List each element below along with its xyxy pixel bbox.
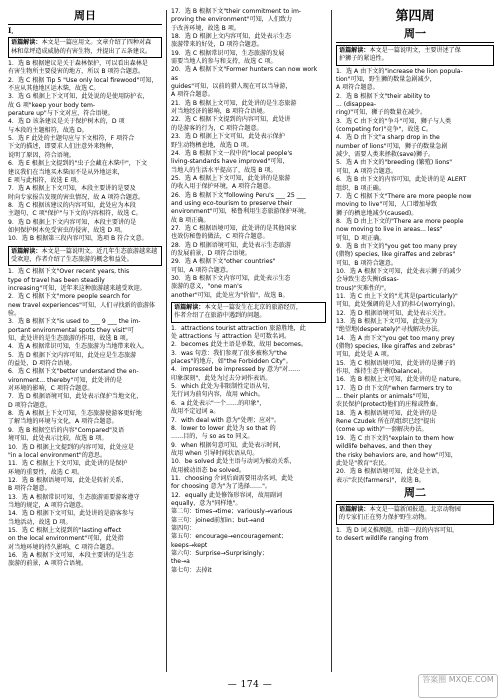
answer-line: another"可知，此处应为"价值"，故选 B。 [171, 291, 289, 299]
answer-line: "绝望地(desperately)"寻找解决办法。 [336, 326, 444, 334]
answer-line: 1．选 A 由下文的"increase the lion popula- [336, 67, 463, 75]
answer-line: 可知，B 项符合题意。 [336, 259, 397, 267]
answer-line: 3．选 G 根据上下文可知，此处说的是使用防护衣， [8, 93, 149, 101]
answer-line: 7．选 C 根据下文"There are more people now [336, 192, 472, 200]
answer-line: ... their plants or animals"可知， [336, 393, 434, 401]
answer-line: for choosing 意为"为了选择……"。 [171, 483, 271, 491]
answer-line: A 项符合题意。 [336, 84, 379, 92]
answer-line: 9．选 B 根据空后的内容"Compared"及语 [8, 426, 125, 434]
day-header: 周二 [336, 486, 494, 502]
summary-label: 语篇解读： [339, 47, 370, 54]
answer-line: 23．选 D 根据上下文可知，此处表示保护 [171, 133, 285, 141]
answer-line: 19．选 C 根据常识可知，生态旅游的发展 [171, 49, 285, 57]
answer-line: places"的地方，如"the Forbidden City"。 [171, 358, 292, 366]
summary-text: 本文是一篇说明文。近几年生态旅游越来越 [41, 247, 158, 255]
answer-line: 8．选 D 由上下文的"There are more people [336, 217, 464, 225]
answer-list [336, 68, 494, 485]
answer-line: 6．选 E 根据上文提到的"虫子会藏在木柴中"，下文 [8, 160, 148, 168]
answer-line: (competing for)"竞争"，故选 C。 [336, 126, 432, 134]
answer-line: the→a [171, 558, 190, 566]
answer-line: 可知，D 项正确。 [336, 234, 386, 242]
answer-line: 4．选 D 由下文"a sharp drop in the [336, 134, 440, 142]
answer-line: 先行词为前句内容，故用 which。 [171, 391, 264, 399]
answer-line: 13．选 B 根据上下文可知，此处应为 [336, 318, 438, 325]
answer-line: 18．选 A 根据语境可知，此处讲的是 [336, 409, 438, 417]
answer-line: 与本段的主题相符，故选 D。 [8, 126, 88, 134]
answer-line: 30．选 B 根据下文内容可知，此处表示生态 [171, 275, 291, 282]
answer-line: 作用，维持生态平衡(balance)。 [336, 368, 426, 376]
answer-line: 可知，此处强调的是人们的担心(worrying)。 [336, 301, 459, 309]
passage-summary-box [8, 37, 162, 58]
summary-text: 作者介绍了在旅游中遇到的问题。 [174, 312, 266, 320]
answer-line: 3．选 B 根据下文"is used to ___ 9 ___ the im- [8, 318, 141, 326]
answer-line: 2．选 B 根据下文"their ability to [336, 92, 431, 100]
summary-text: 护狮子的紧迫性。 [339, 55, 388, 63]
answer-line: 的收入用于保护环境，A 项符合题意。 [171, 183, 275, 191]
right-column [336, 8, 494, 543]
answer-line: 9．when 根据句意可知，此处表示时间， [171, 441, 285, 449]
answer-line: 6．选 C 根据下文"better understand the en- [8, 368, 139, 376]
summary-text: 本文是一篇应用文。文章介绍了四种对森 [41, 39, 152, 47]
answer-line: (come up with)"一套解决办法。 [336, 426, 428, 434]
answer-line: E 项与此相符，故选 E 项。 [8, 176, 83, 184]
day-header: 周日 [8, 9, 162, 25]
answer-line: increasing"可知，近年来这种旅游越来越受欢迎。 [8, 284, 146, 292]
answer-line: 的益处，D 项符合语境。 [8, 360, 76, 368]
answer-line: 旅游的前景，A 项符合语境。 [8, 560, 88, 568]
answer-line: 11．choosing 介词后面需要用动名词，此处 [171, 474, 294, 482]
answer-line: 会导致生态失衡(disas- [336, 276, 399, 284]
answer-line: number of lions"可知，狮子的数量急剧 [336, 142, 448, 150]
summary-label: 语篇解读： [11, 247, 42, 255]
answer-line: proving the environment"可知，人们致力 [171, 16, 293, 24]
answer-line: 知，此处讲的是生态旅游的作用，故选 B 项。 [8, 335, 132, 343]
answer-line: 11．选 C 由上下文的"尤其是(particularly)" [336, 292, 458, 300]
answer-line: 14．选 A 由下文"you get too many prey [336, 334, 455, 342]
answer-line: 旅游的意义，"one man's [171, 283, 243, 291]
day-header: 周一 [336, 27, 494, 43]
answer-line: 13．选 A 根据常识可知，生态旅游需要游客遵守 [8, 493, 140, 501]
section-number: I． [8, 26, 19, 35]
summary-text: 的专家们正在努力保护野生动物。 [339, 514, 431, 522]
answer-line: 8．选 A 根据上下文可知，生态旅游使游客更好地 [8, 410, 142, 418]
answer-line: 狮子的栖息地减少(caused)。 [336, 209, 418, 217]
week-header: 第四周 [395, 9, 435, 24]
answer-line: 6．选 B 由下文的内容可知，此处讲的是 ALERT [336, 176, 467, 184]
answer-line: 9．选 B 由下文的"you get too many prey [336, 242, 457, 250]
answer-line: 1．attractions tourist attraction 旅游胜地，此 [171, 324, 306, 332]
column-divider [331, 10, 332, 672]
summary-label: 语篇解读： [11, 39, 42, 47]
answer-line: 6．a 此处表示"一个……的印象"， [171, 399, 266, 407]
answer-line: Rene Czudek 所在的组织已经"提出 [336, 418, 436, 426]
answer-line: 9．选 D 根据上下文内容可知，本段主要讲的是 [8, 218, 137, 226]
answer-line: (猎物) species, like giraffes and zebras" [336, 343, 456, 351]
answer-line: 不应从其他地区运木柴，故选 C。 [8, 85, 100, 93]
answer-line: 16．选 A 根据下文可知，本段主要讲的是生态 [8, 551, 134, 559]
passage-summary-box [336, 504, 494, 525]
answer-line: and using eco-tourism to preserve their [171, 199, 293, 207]
answer-line: 对当地环境的持久影响，C 项符合题意。 [8, 543, 118, 551]
answer-line: 第四句： [171, 524, 196, 532]
column-divider [166, 10, 167, 672]
summary-text: 本文是一篇发生在北京的旅游经历， [204, 304, 302, 312]
middle-column [171, 8, 326, 575]
answer-line: 18．选 D 根据上文内容可知，此处表示生态 [171, 33, 291, 41]
answer-line: 说明了原因，符合语境。 [8, 151, 76, 159]
answer-line: 26．选 B 根据下文"following Peru's ___ 25 ___ [171, 191, 306, 199]
answer-line: 环境的重要性，故选 C 项。 [8, 468, 84, 476]
answer-line: 4．选 A 根据常识可知，生态旅游为当地带来收入。 [8, 343, 148, 351]
answer-line: 15．选 C 根据语境可知，此处讲的是狮子的 [336, 359, 456, 367]
answer-line: 故 G 项"keep your body tem- [8, 101, 96, 109]
answer-line: 5．选 D 根据下文内容可知，此处应是生态旅游 [8, 351, 137, 359]
answer-line: 当地活动，故选 D 项。 [8, 518, 72, 526]
answer-line: 印象深刻"，此处为过去分词作表语。 [171, 374, 272, 382]
watermark-logo: 答案圈 MXQE.COM [418, 674, 498, 698]
answer-line: 4．选 D 该条建议是关于保护树木的，D 项 [8, 118, 125, 126]
summary-label: 语篇解读： [339, 505, 370, 513]
answer-line: 的是游客的行为，C 项符合题意。 [171, 124, 263, 132]
answer-list [8, 268, 162, 568]
answer-list [171, 8, 326, 300]
summary-text: 林和草坪造成威胁的有害生物，并提出了五条建议。 [11, 47, 152, 55]
answer-line: now moving to live in areas... less" [336, 226, 443, 234]
answer-line: 需要当地人的参与和支持，故选 C 项。 [171, 58, 277, 66]
answer-list [336, 527, 494, 544]
passage-summary-box [8, 246, 162, 267]
passage-summary-box [171, 302, 326, 323]
summary-text: 本文是一篇新闻报道。北京动物园 [369, 505, 461, 513]
page-number: — 174 — [227, 680, 273, 690]
answer-line: 了解当地的环境与文化，A 项符合题意。 [8, 418, 118, 426]
answer-line: 24．选 B 根据下文一段中的"local people's [171, 149, 293, 157]
answer-line: 当地的规定，A 项符合题意。 [8, 501, 88, 509]
answer-line: 1．选 D 词义推测题。由第一段的内容可知， [336, 526, 459, 534]
answer-line: 第三句：joined前加in；but→and [171, 516, 265, 524]
answer-line: tion"可知，野生狮的数量急剧减少， [336, 76, 436, 84]
answer-line: 7．选 A 根据上下文可知，本段主要讲的是要及 [8, 185, 136, 193]
answer-line: guides"可知，以前的猎人现在可以当导游， [171, 83, 292, 91]
answer-line: 11．选 C 根据上下文可知，此处讲的是保护 [8, 460, 128, 468]
answer-line: 第二句：times→time；variously→various [171, 508, 293, 516]
answer-line: 可知，A 项符合题意。 [336, 167, 397, 175]
answer-line: equally，意为"同样地"。 [171, 499, 242, 507]
answer-line: 3．was 句意：我们参观了很多被称为"the [171, 349, 287, 357]
answer-line: 可知，此处是 A 项。 [336, 351, 393, 359]
summary-text: 受欢迎，作者介绍了生态旅游的概念和益处。 [11, 255, 133, 263]
answer-line: 21．选 B 根据上文可知，此处讲的是生态旅游 [171, 99, 297, 107]
answer-line: wildlife behaves, and then they [336, 443, 432, 451]
answer-line: 第五句：encourage→encouragement； [171, 533, 288, 541]
answer-line: 3．选 C 由下文的"争斗"可知，狮子与人类 [336, 117, 452, 125]
answer-line: 27．选 C 根据语境可知，此处讲的是其他国家 [171, 224, 297, 232]
answer-line: 14．选 D 根据下文可知，此处讲的是游客参与 [8, 510, 135, 518]
answer-line: keeps→kept [171, 541, 208, 549]
answer-line: 故用 when 引导时间状语从句。 [171, 449, 259, 457]
answer-line: 7．选 D 根据语境可知，此处表示保护当地文化， [8, 393, 143, 401]
answer-line: 10．选 B 根据第三段内容可知，选项 B 符合文意。 [8, 235, 148, 243]
passage-summary-box [336, 45, 494, 66]
answer-line: 20．选 B 根据语境可知，此处是主语， [336, 468, 444, 476]
answer-line: 此处是"教育"农民。 [336, 459, 391, 467]
answer-line: 10．选 D 根据上文提到的内容可知，此处应是 [8, 443, 135, 451]
answer-line: 5．选 F 此处的主题句应与下文相符，F 项符合 [8, 135, 135, 143]
answer-line: 主题句，C 项"保护"与下文的内容相符，故选 C。 [8, 210, 142, 218]
answer-line: 25．选 A 根据上下文可知，此处讲的是旅游 [171, 174, 291, 182]
answer-line: moving to live"可知，人口增加导致 [336, 201, 438, 209]
answer-line: 时向专家报告发现的害虫情况，故 A 项符合题意。 [8, 193, 145, 201]
answer-line: 表示"农民(farmers)"，故选 B。 [336, 476, 425, 484]
answer-line: 下文的描述，即要求人们注意外来物种， [8, 143, 118, 151]
answer-line: 4．impressed be impressed by 意为"对…… [171, 366, 301, 374]
answer-line: on the local environment"可知，此处指 [8, 535, 124, 543]
answer-line: 12．选 D 根据语境可知，此处表示关注。 [336, 309, 450, 317]
answer-line: portant environmental spots they visit"可 [8, 326, 134, 334]
answer-line: "in a local environment"的意思。 [8, 451, 107, 459]
answer-line: living-standards have improved"可知， [171, 158, 289, 166]
answer-line: 如何保护树木免受害虫的侵害，故选 D 项。 [8, 226, 127, 234]
answer-line: new travel experiences"可知，人们寻找新的旅游体验。 [8, 301, 156, 317]
answer-line: (猎物) species, like giraffes and zebras" [336, 251, 456, 259]
answer-line: 于改善环境，故选 B 项。 [171, 24, 240, 32]
answer-line: 故 B 项正确。 [171, 216, 210, 224]
answer-line: 12．选 B 根据语境可知，此处是转折关系， [8, 476, 128, 484]
answer-line: 有害生物所主要侵害的地方，所以 B 项符合题意。 [8, 68, 145, 76]
answer-line: 1．选 C 根据下文"Over recent years, this [8, 268, 130, 276]
answer-line: 19．选 C 由下文的"explain to them how [336, 434, 454, 442]
answer-line: type of travel has been steadily [8, 276, 105, 284]
answer-line: ... (disappea- [336, 101, 377, 109]
answer-line: 故用不定冠词 a。 [171, 408, 220, 416]
answer-line: 的发展前景，D 项符合语境。 [171, 249, 251, 257]
left-column [8, 8, 162, 569]
answer-line: 也效仿秘鲁的做法，C 项符合题意。 [171, 233, 269, 241]
answer-line: ……目的，与 so as to 同义。 [171, 433, 254, 441]
answer-line: 12．equally 此处修饰形容词，故用副词 [171, 491, 283, 499]
answer-line: 旅游带来的好处，D 项符合题意。 [171, 41, 263, 49]
answer-line: to desert wildlife ranging from [336, 534, 429, 542]
answer-line: 10．be solved 此处主语与动词为被动关系， [171, 458, 296, 466]
answer-line: 对环境的影响，C 项符合题意。 [8, 385, 94, 393]
answer-line: 8．lower to lower 此处为 so that 的 [171, 424, 276, 432]
answer-line: 7．with deal with 意为"处理；应对"。 [171, 416, 281, 424]
answer-line: 20．选 A 根据下文"Former hunters can now work as [171, 66, 318, 82]
answer-line: the risky behaviors are, and how"可知， [336, 451, 457, 459]
answer-line: 当地人的生活水平提高了，故选 B 项。 [171, 166, 277, 174]
answer-line: 2．选 C 根据下文"more people search for [8, 293, 131, 301]
answer-line: 8．选 C 根据该建议的内容可知，此处应为本段 [8, 201, 136, 209]
answer-line: 减少，需要人类来拯救(save)狮子。 [336, 151, 435, 159]
summary-label: 语篇解读： [174, 304, 205, 312]
answer-line: perature up"与下文对应，符合语境。 [8, 110, 114, 118]
answer-line: 10．选 A 根据下文可知，此处表示狮子的减少 [336, 267, 462, 275]
answer-line: 2．选 C 根据 Tip 5 "Use only local firewood"可知， [8, 76, 158, 84]
answer-line: 5．which 此处为非限制性定语从句， [171, 383, 274, 391]
answer-line: trous)"灾难性的"。 [336, 284, 390, 292]
answer-list [171, 325, 326, 575]
answer-line: 农民保护(protect)他们的庄稼或牲畜。 [336, 401, 442, 409]
answer-line: 28．选 D 根据语境可知，此处表示生态旅游 [171, 241, 291, 249]
answer-line: 1．选 B 根据建议是关于森林保护，可以看出森林是 [8, 60, 148, 68]
answer-line: 17．选 B 根据下文"their commitment to im- [171, 8, 302, 15]
answer-line: 可知，A 项符合题意。 [171, 266, 232, 274]
answer-line: 境可知，此处表示比较，故选 B 项。 [8, 435, 108, 443]
answer-line: 野生动物栖息地，故选 D 项。 [171, 141, 253, 149]
answer-line: 17．选 D 由下文的"when farmers try to [336, 384, 453, 392]
answer-line: 16．选 B 根据上文可知，此处讲的是 nature。 [336, 376, 466, 384]
answer-line: 29．选 A 根据下文"other countries" [171, 258, 276, 266]
answer-line: environment"可知，秘鲁利用生态旅游保护环境， [171, 208, 311, 216]
answer-line: 22．选 C 根据下文提到的内容可知，此处讲 [171, 116, 291, 124]
answer-list [8, 60, 162, 244]
summary-text: 本文是一篇说明文，主要讲述了保 [369, 47, 461, 54]
answer-line: D 项符合题意。 [8, 401, 52, 409]
answer-line: 第七句：去掉it [171, 566, 212, 574]
answer-line: 建议我们在当地买木柴而不是从外地运来， [8, 168, 124, 176]
answer-line: vironment... thereby"可知，此处讲的是 [8, 376, 123, 384]
answer-line: B 项符合题意。 [8, 485, 51, 493]
answer-line: 2．becomes 此处主语是单数，故用 becomes。 [171, 341, 307, 349]
answer-line: 处 attractions 与 attraction 是可数名词。 [171, 333, 291, 341]
answer-line: 15．选 C 根据上文提到的"lasting effect [8, 526, 122, 534]
answer-line: 5．选 A 由下文的"breeding (繁殖) lions" [336, 159, 453, 167]
answer-line: A 项符合题意。 [171, 91, 214, 99]
answer-line: 第六句：Surprise→Surprisingly； [171, 550, 269, 557]
answer-line: ring)"可知，狮子的数量在减少。 [336, 109, 427, 117]
answer-line: 组织，B 项正确。 [336, 184, 385, 192]
answer-line: 对当地经济的影响，B 项符合语境。 [171, 108, 269, 116]
answer-line: 故用被动语态 be solved。 [171, 466, 245, 474]
